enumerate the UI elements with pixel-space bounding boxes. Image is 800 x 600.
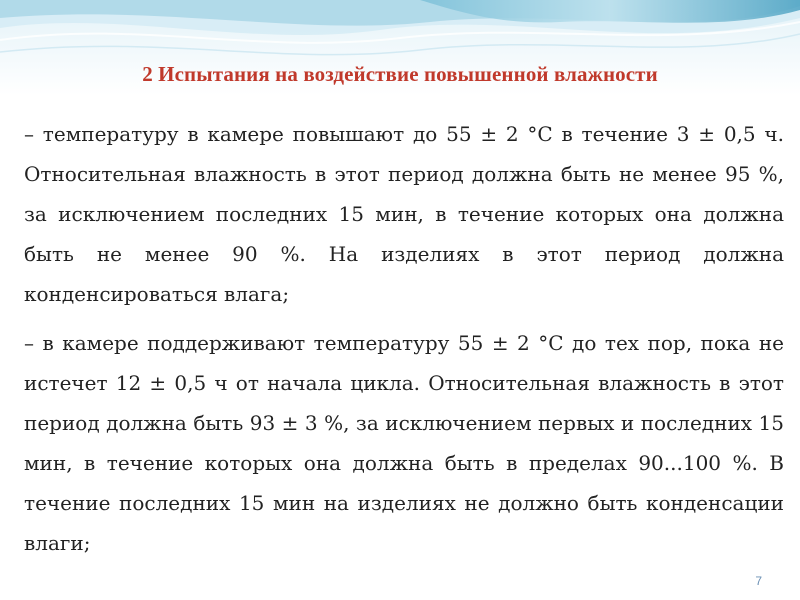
page-number: 7 [755,574,762,588]
slide-title: 2 Испытания на воздействие повышенной влажности [142,62,658,86]
paragraph-holding-phase: – в камере поддерживают температуру 55 ± 2 °С до тех пор, пока не истечет 12 ± 0,5 ч от начала цикла. Относительная влажность в этот период должна быть 93 ± 3 %, за исключением первых и последних 15 мин, в течение которых она должна быть в пределах 90...100 %. В течение последних 15 мин на изделиях не должно быть конденсации влаги; [24,331,784,555]
paragraph-heating-phase: – температуру в камере повышают до 55 ± 2 °С в течение 3 ± 0,5 ч. Относительная влажность в этот период должна быть не менее 95 %, за исключением последних 15 мин, в течение которых она должна быть не менее 90 %. На изделиях в этот период должна конденсироваться влага; [24,122,784,306]
